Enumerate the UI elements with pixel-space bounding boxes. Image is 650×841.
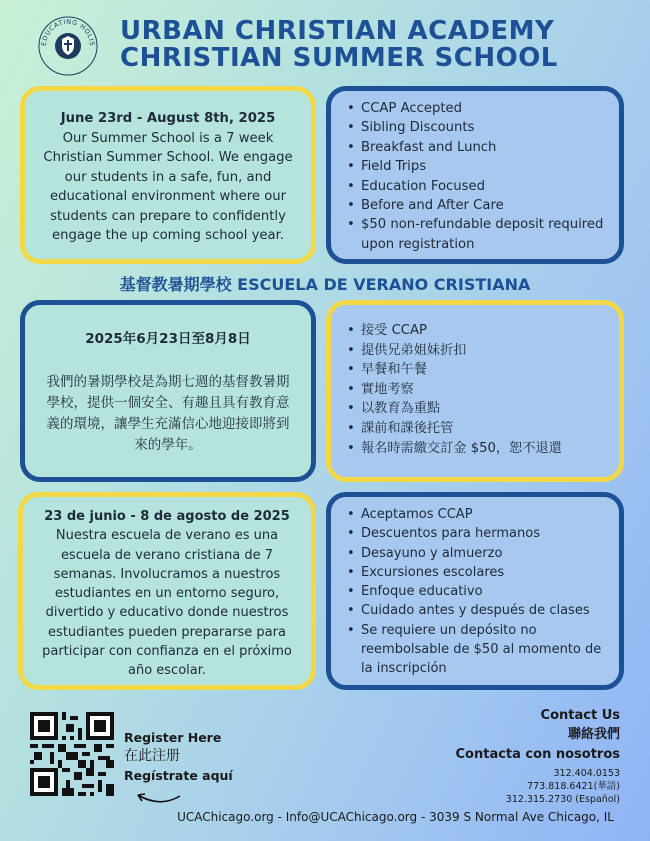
list-item: • 早餐和午餐 xyxy=(347,360,605,380)
register-es[interactable]: Regístrate aquí xyxy=(124,768,233,783)
phone-1[interactable]: 312.404.0153 xyxy=(553,768,620,779)
english-features-box xyxy=(326,86,624,264)
chinese-info-box xyxy=(20,300,316,482)
title-line-1: URBAN CHRISTIAN ACADEMY xyxy=(120,16,555,46)
list-item: • Cuidado antes y después de clases xyxy=(347,601,607,620)
english-info-box xyxy=(20,86,316,264)
list-item: • Before and After Care xyxy=(347,196,605,215)
list-item: • 實地考察 xyxy=(347,380,605,400)
phone-3[interactable]: 312.315.2730 (Español) xyxy=(505,794,620,805)
arrow-icon xyxy=(132,786,184,806)
english-body: Our Summer School is a 7 week Christian Summer School. We engage our students in a safe, fun, and educational environment where our students can prepare to confidently engage the up coming school year. xyxy=(43,130,293,243)
list-item: • 接受 CCAP xyxy=(347,321,605,341)
list-item: • Field Trips xyxy=(347,157,605,176)
spanish-dates: 23 de junio - 8 de agosto de 2025 xyxy=(44,509,290,524)
phone-2[interactable]: 773.818.6421(華語) xyxy=(527,781,620,792)
list-item: • Breakfast and Lunch xyxy=(347,138,605,157)
chinese-dates: 2025年6月23日至8月8日 xyxy=(85,331,251,347)
register-en[interactable]: Register Here xyxy=(124,730,222,745)
academy-logo xyxy=(36,14,100,78)
qr-code[interactable] xyxy=(30,712,114,800)
contact-block xyxy=(456,706,621,806)
spanish-feature-list xyxy=(347,505,607,679)
list-item: • Descuentos para hermanos xyxy=(347,524,607,543)
list-item: • 以教育為重點 xyxy=(347,399,605,419)
list-item: • Se requiere un depósito no reembolsable de $50 al momento de la inscripción xyxy=(347,621,607,679)
english-feature-list xyxy=(347,99,605,254)
register-text xyxy=(124,728,233,785)
list-item: • Excursiones escolares xyxy=(347,563,607,582)
page-title xyxy=(120,18,640,72)
list-item: • Desayuno y almuerzo xyxy=(347,544,607,563)
list-item: • $50 non-refundable deposit required upon registration xyxy=(347,215,605,254)
chinese-feature-list xyxy=(347,321,605,458)
spanish-features-box xyxy=(326,492,624,690)
chinese-body: 我們的暑期學校是為期七週的基督教暑期學校，提供一個安全、有趣且具有教育意義的環境，讓學生充滿信心地迎接即將到來的學年。 xyxy=(46,374,290,453)
list-item: • Enfoque educativo xyxy=(347,582,607,601)
section-heading: 基督教暑期學校 ESCUELA DE VERANO CRISTIANA xyxy=(119,275,531,294)
list-item: • Aceptamos CCAP xyxy=(347,505,607,524)
spanish-info-box xyxy=(18,492,316,690)
logo-text: EDUCATING HOLIS xyxy=(39,17,97,47)
contact-zh: 聯絡我們 xyxy=(567,727,620,742)
english-dates: June 23rd - August 8th, 2025 xyxy=(60,111,276,126)
register-zh[interactable]: 在此注册 xyxy=(124,748,180,764)
list-item: • CCAP Accepted xyxy=(347,99,605,118)
contact-es: Contacta con nosotros xyxy=(455,747,620,762)
spanish-body: Nuestra escuela de verano es una escuela de verano cristiana de 7 semanas. Involucramos a nuestros estudiantes en un entorno seguro, divertido y educativo donde nuestros estudiantes pueden prepararse para participar con confianza en el próximo año escolar. xyxy=(42,528,292,679)
footer-contact-line[interactable]: UCAChicago.org - Info@UCAChicago.org - 3039 S Normal Ave Chicago, IL xyxy=(177,810,614,824)
list-item: • 報名時需繳交訂金 $50，恕不退還 xyxy=(347,439,605,459)
list-item: • Sibling Discounts xyxy=(347,118,605,137)
title-line-2: CHRISTIAN SUMMER SCHOOL xyxy=(120,43,558,73)
contact-en: Contact Us xyxy=(540,708,620,723)
chinese-features-box xyxy=(326,300,624,482)
list-item: • Education Focused xyxy=(347,177,605,196)
list-item: • 提供兄弟姐妹折扣 xyxy=(347,341,605,361)
list-item: • 課前和課後托管 xyxy=(347,419,605,439)
